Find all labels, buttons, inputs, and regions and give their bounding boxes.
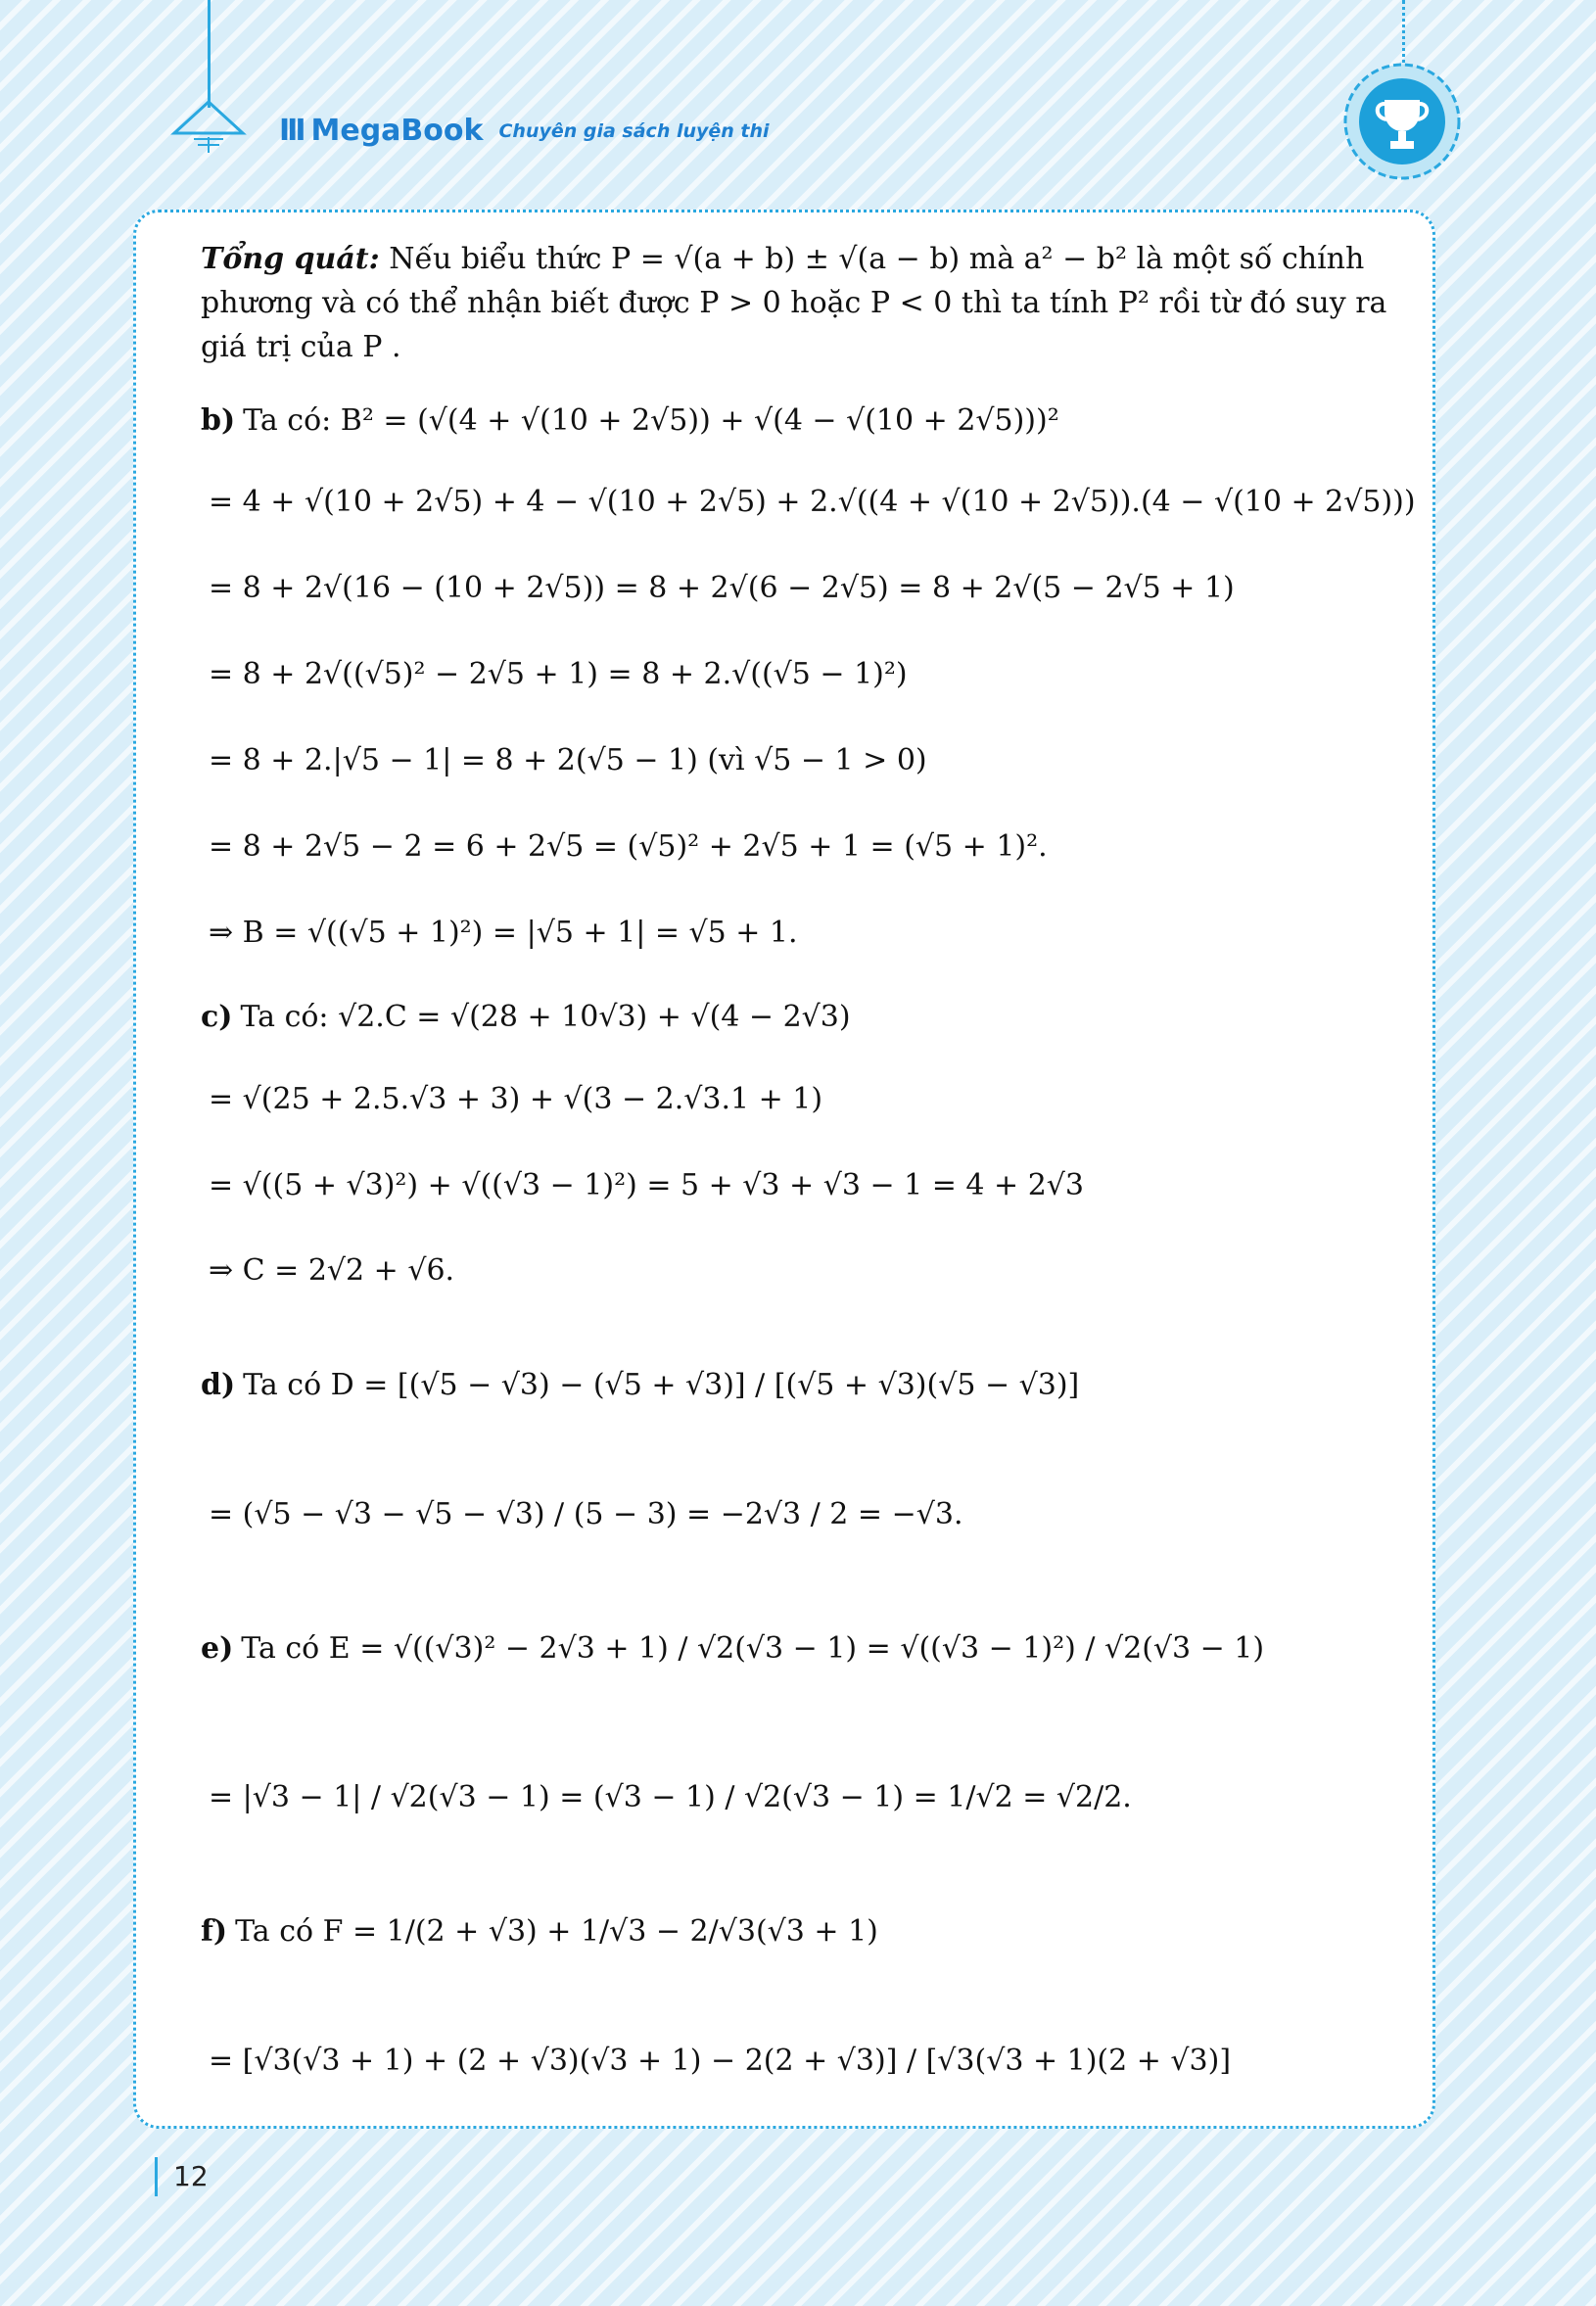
math-expression: = |√3 − 1| / √2(√3 − 1) = (√3 − 1) / √2(√3 − 1) = 1/√2 = √2/2.: [209, 1780, 1132, 1814]
math-expression: ⇒ B = √((√5 + 1)²) = |√5 + 1| = √5 + 1.: [209, 916, 798, 950]
trophy-icon: [1341, 61, 1463, 182]
math-expression: = 8 + 2√(16 − (10 + 2√5)) = 8 + 2√(6 − 2√5) = 8 + 2√(5 − 2√5 + 1): [209, 571, 1235, 605]
math-line: [201, 1867, 1415, 1997]
math-expression: = 8 + 2√((√5)² − 2√5 + 1) = 8 + 2.√((√5 − 1)²): [209, 657, 908, 691]
math-line: [201, 1460, 1415, 1570]
solution-content: [201, 237, 1415, 2126]
math-line: [201, 1059, 1415, 1141]
math-expression: Ta có: B² = (√(4 + √(10 + 2√5)) + √(4 − √(10 + 2√5)))²: [243, 403, 1059, 438]
math-expression: = (√5 − √3 − √5 − √3) / (5 − 3) = −2√3 / 2 = −√3.: [209, 1497, 963, 1531]
math-line: [201, 1141, 1415, 1231]
math-expression: ⇒ C = 2√2 + √6.: [209, 1253, 455, 1288]
math-expression: Ta có E = √((√3)² − 2√3 + 1) / √2(√3 − 1) = √((√3 − 1)²) / √2(√3 − 1): [241, 1631, 1265, 1666]
part-label: f): [201, 1914, 228, 1949]
part-label: e): [201, 1631, 234, 1666]
math-line: [201, 632, 1415, 718]
math-line: [201, 1570, 1415, 1728]
general-note: [201, 237, 1415, 369]
math-expression: = [√3(√3 + 1) + (2 + √3)(√3 + 1) − 2(2 + √3)] / [√3(√3 + 1)(2 + √3)]: [209, 2044, 1232, 2078]
part-label: b): [201, 403, 236, 438]
part-label: d): [201, 1368, 236, 1402]
lamp-icon: [164, 98, 253, 157]
math-expression: = 8 + 2.|√5 − 1| = 8 + 2(√5 − 1) (vì √5 − 1 > 0): [209, 743, 927, 777]
math-expression: Ta có: √2.C = √(28 + 10√3) + √(4 − 2√3): [240, 1000, 851, 1034]
math-line: [201, 545, 1415, 632]
general-note-label: Tổng quát:: [201, 242, 380, 276]
brand-name: MegaBook: [310, 114, 484, 148]
math-line: [201, 1311, 1415, 1460]
math-line: [201, 718, 1415, 804]
megabook-logo-icon: III: [279, 114, 304, 148]
math-expression: = √(25 + 2.5.√3 + 3) + √(3 − 2.√3.1 + 1): [209, 1082, 823, 1116]
general-note-text: Nếu biểu thức P = √(a + b) ± √(a − b) mà a² − b² là một số chính phương và có thể nhận biết được P > 0 hoặc P < 0 thì ta tính P² rồi từ đó suy ra giá trị của P .: [201, 242, 1387, 364]
part-label: c): [201, 1000, 233, 1034]
math-expression: = √((5 + √3)²) + √((√3 − 1)²) = 5 + √3 + √3 − 1 = 4 + 2√3: [209, 1168, 1085, 1202]
brand: [279, 114, 770, 148]
lamp-cord: [208, 0, 211, 108]
math-line: [201, 804, 1415, 890]
math-expression: = 8 + 2√5 − 2 = 6 + 2√5 = (√5)² + 2√5 + 1 = (√5 + 1)².: [209, 829, 1048, 864]
math-line: [201, 976, 1415, 1059]
math-line: [201, 383, 1415, 459]
math-expression: = 4 + √(10 + 2√5) + 4 − √(10 + 2√5) + 2.√((4 + √(10 + 2√5)).(4 − √(10 + 2√5))): [209, 485, 1416, 519]
math-expression: Ta có F = 1/(2 + √3) + 1/√3 − 2/√3(√3 + 1): [235, 1914, 878, 1949]
math-line: [201, 459, 1415, 545]
brand-tagline: Chuyên gia sách luyện thi: [498, 119, 770, 142]
math-expression: Ta có D = [(√5 − √3) − (√5 + √3)] / [(√5 + √3)(√5 − √3)]: [243, 1368, 1080, 1402]
math-line: [201, 1728, 1415, 1867]
math-line: [201, 890, 1415, 976]
math-line: [201, 1231, 1415, 1311]
math-line: [201, 1997, 1415, 2126]
page-number: 12: [155, 2157, 209, 2196]
